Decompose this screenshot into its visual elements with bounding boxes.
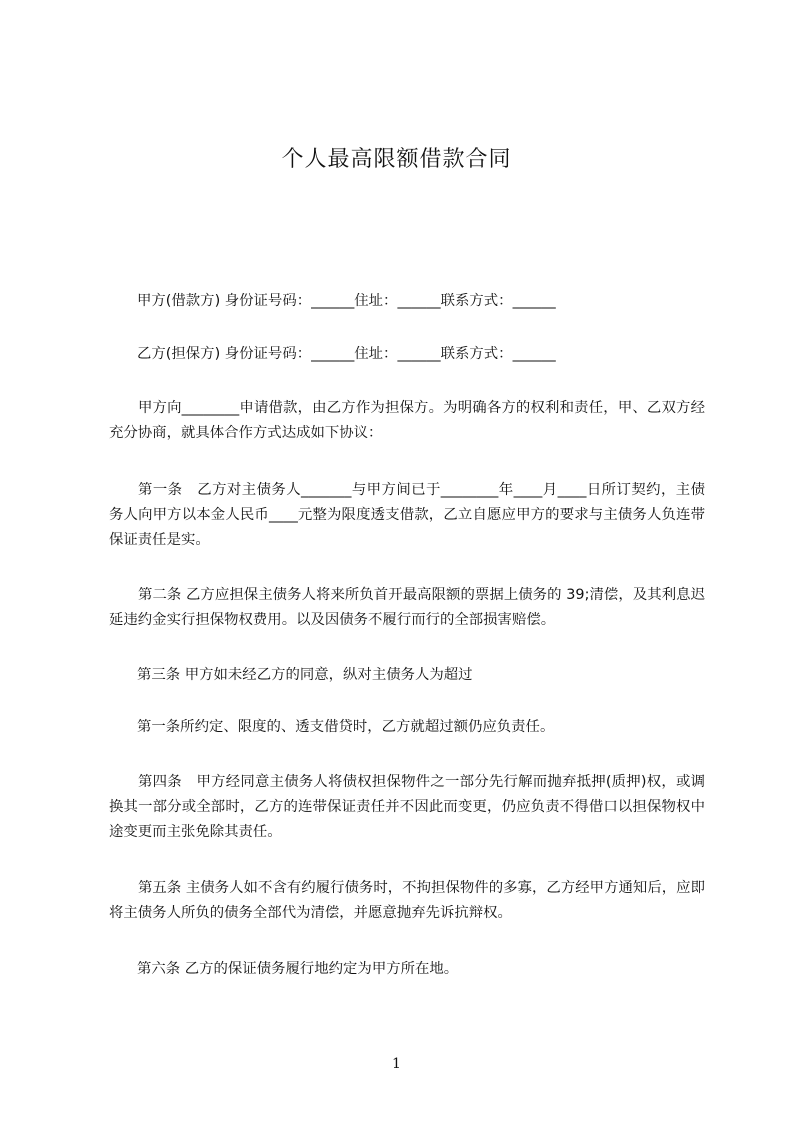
party-b-line: 乙方(担保方) 身份证号码：______住址：______联系方式：______ [137, 346, 556, 362]
intro-paragraph: 甲方向________申请借款，由乙方作为担保方。为明确各方的权利和责任，甲、乙双方经充分协商，就具体合作方式达成如下协议： [109, 400, 705, 441]
page-number: 1 [392, 1056, 401, 1072]
article-6: 第六条 乙方的保证债务履行地约定为甲方所在地。 [137, 961, 459, 977]
article-1: 第一条 乙方对主债务人_______与甲方间已于________年____月____日所订契约，主债务人向甲方以本金人民币____元整为限度透支借款，乙立自愿应甲方的要求与主债务人负连带保证责任是实。 [109, 482, 705, 548]
article-5: 第五条 主债务人如不含有约履行债务时，不拘担保物件的多寡，乙方经甲方通知后，应即将主债务人所负的债务全部代为清偿，并愿意抛弃先诉抗辩权。 [109, 880, 705, 921]
article-4: 第四条 甲方经同意主债务人将债权担保物件之一部分先行解而抛弃抵押(质押)权，或调换其一部分或全部时，乙方的连带保证责任并不因此而变更，仍应负责不得借口以担保物权中途变更而主张免除其责任。 [109, 774, 705, 840]
article-3: 第三条 甲方如未经乙方的同意，纵对主债务人为超过 [137, 667, 473, 683]
contract-title: 个人最高限额借款合同 [281, 147, 512, 172]
article-2: 第二条 乙方应担保主债务人将来所负首开最高限额的票据上债务的 39;清偿，及其利息迟延违约金实行担保物权费用。以及因债务不履行而行的全部损害赔偿。 [109, 587, 705, 628]
party-a-line: 甲方(借款方) 身份证号码：______住址：______联系方式：______ [137, 293, 556, 309]
article-3-continuation: 第一条所约定、限度的、透支借贷时，乙方就超过额仍应负责任。 [137, 719, 555, 735]
